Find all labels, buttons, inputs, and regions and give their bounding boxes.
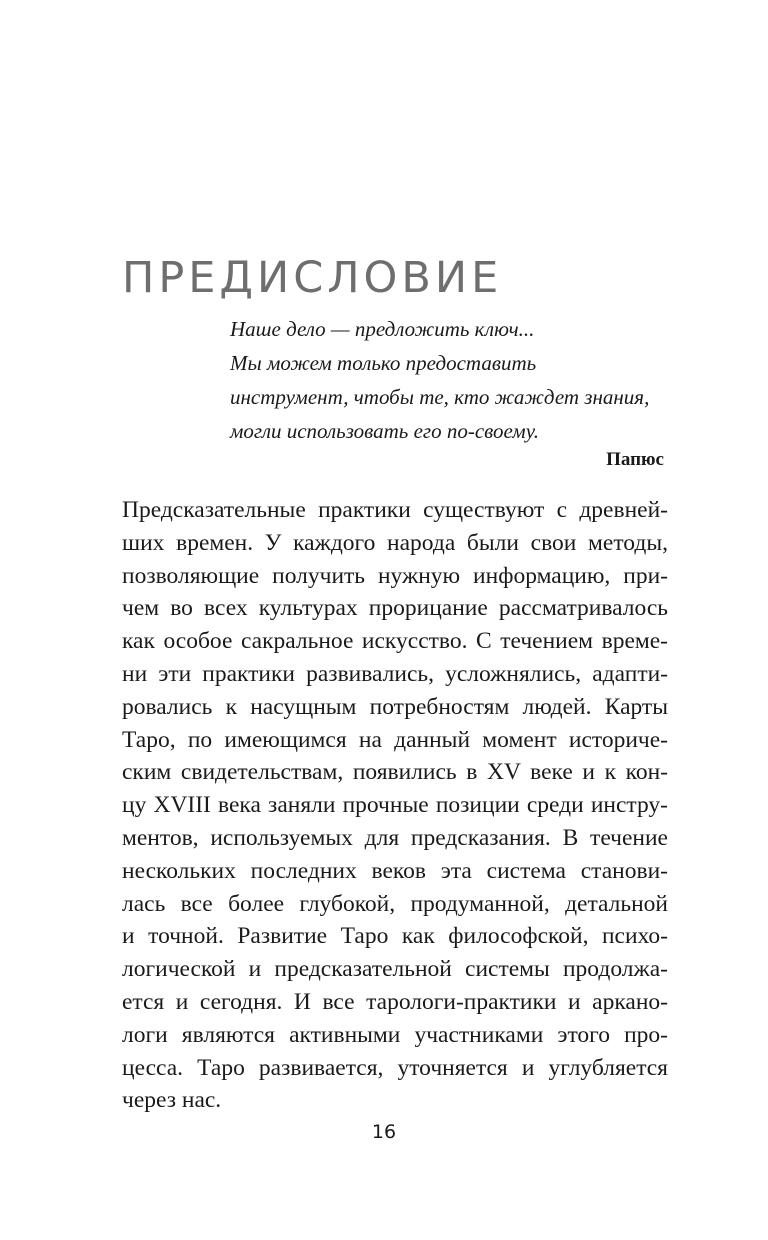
body-line: ни эти практики развивались, усложнялись, адапти- (122, 660, 668, 687)
body-line: Таро, по имеющимся на данный момент историче- (122, 726, 668, 753)
body-paragraph (122, 494, 668, 1117)
body-line: чем во всех культурах прорицание рассматривалось (122, 595, 668, 622)
body-line: ровались к насущным потребностям людей. Карты (122, 693, 668, 720)
body-line: логи являются активными участниками этого про- (122, 1021, 668, 1048)
body-line: цесса. Таро развивается, уточняется и углубляется (122, 1054, 668, 1081)
body-line: лась все более глубокой, продуманной, детальной (122, 890, 668, 917)
body-line: как особое сакральное искусство. С течением време- (122, 628, 668, 655)
body-line: логической и предсказательной системы продолжа- (122, 956, 668, 983)
epigraph-author: Папюс (606, 449, 664, 470)
body-line: через нас. (122, 1087, 222, 1114)
epigraph-line: инструмент, чтобы те, кто жаждет знания, (230, 385, 650, 409)
body-line: ментов, используемых для предсказания. В течение (122, 824, 668, 851)
page-number: 16 (371, 1121, 397, 1143)
chapter-title: ПРЕДИСЛОВИЕ (122, 252, 503, 303)
body-line: ется и сегодня. И все тарологи-практики и аркано- (122, 988, 668, 1015)
body-line: ших времен. У каждого народа были свои методы, (122, 529, 668, 556)
epigraph-line: могли использовать его по-своему. (230, 419, 539, 443)
body-line: ским свидетельствам, появились в XV веке и к кон- (122, 759, 668, 786)
epigraph (230, 312, 670, 448)
epigraph-line: Мы можем только предоставить (230, 351, 537, 375)
body-line: Предсказательные практики существуют с древней- (122, 497, 668, 523)
epigraph-line: Наше дело — предложить ключ... (230, 317, 535, 341)
body-line: цу XVIII века заняли прочные позиции среди инстру- (122, 792, 668, 819)
body-line: и точной. Развитие Таро как философской, психо- (122, 923, 668, 950)
body-line: нескольких последних веков эта система станови- (122, 857, 668, 884)
body-line: позволяющие получить нужную информацию, при- (122, 562, 668, 589)
